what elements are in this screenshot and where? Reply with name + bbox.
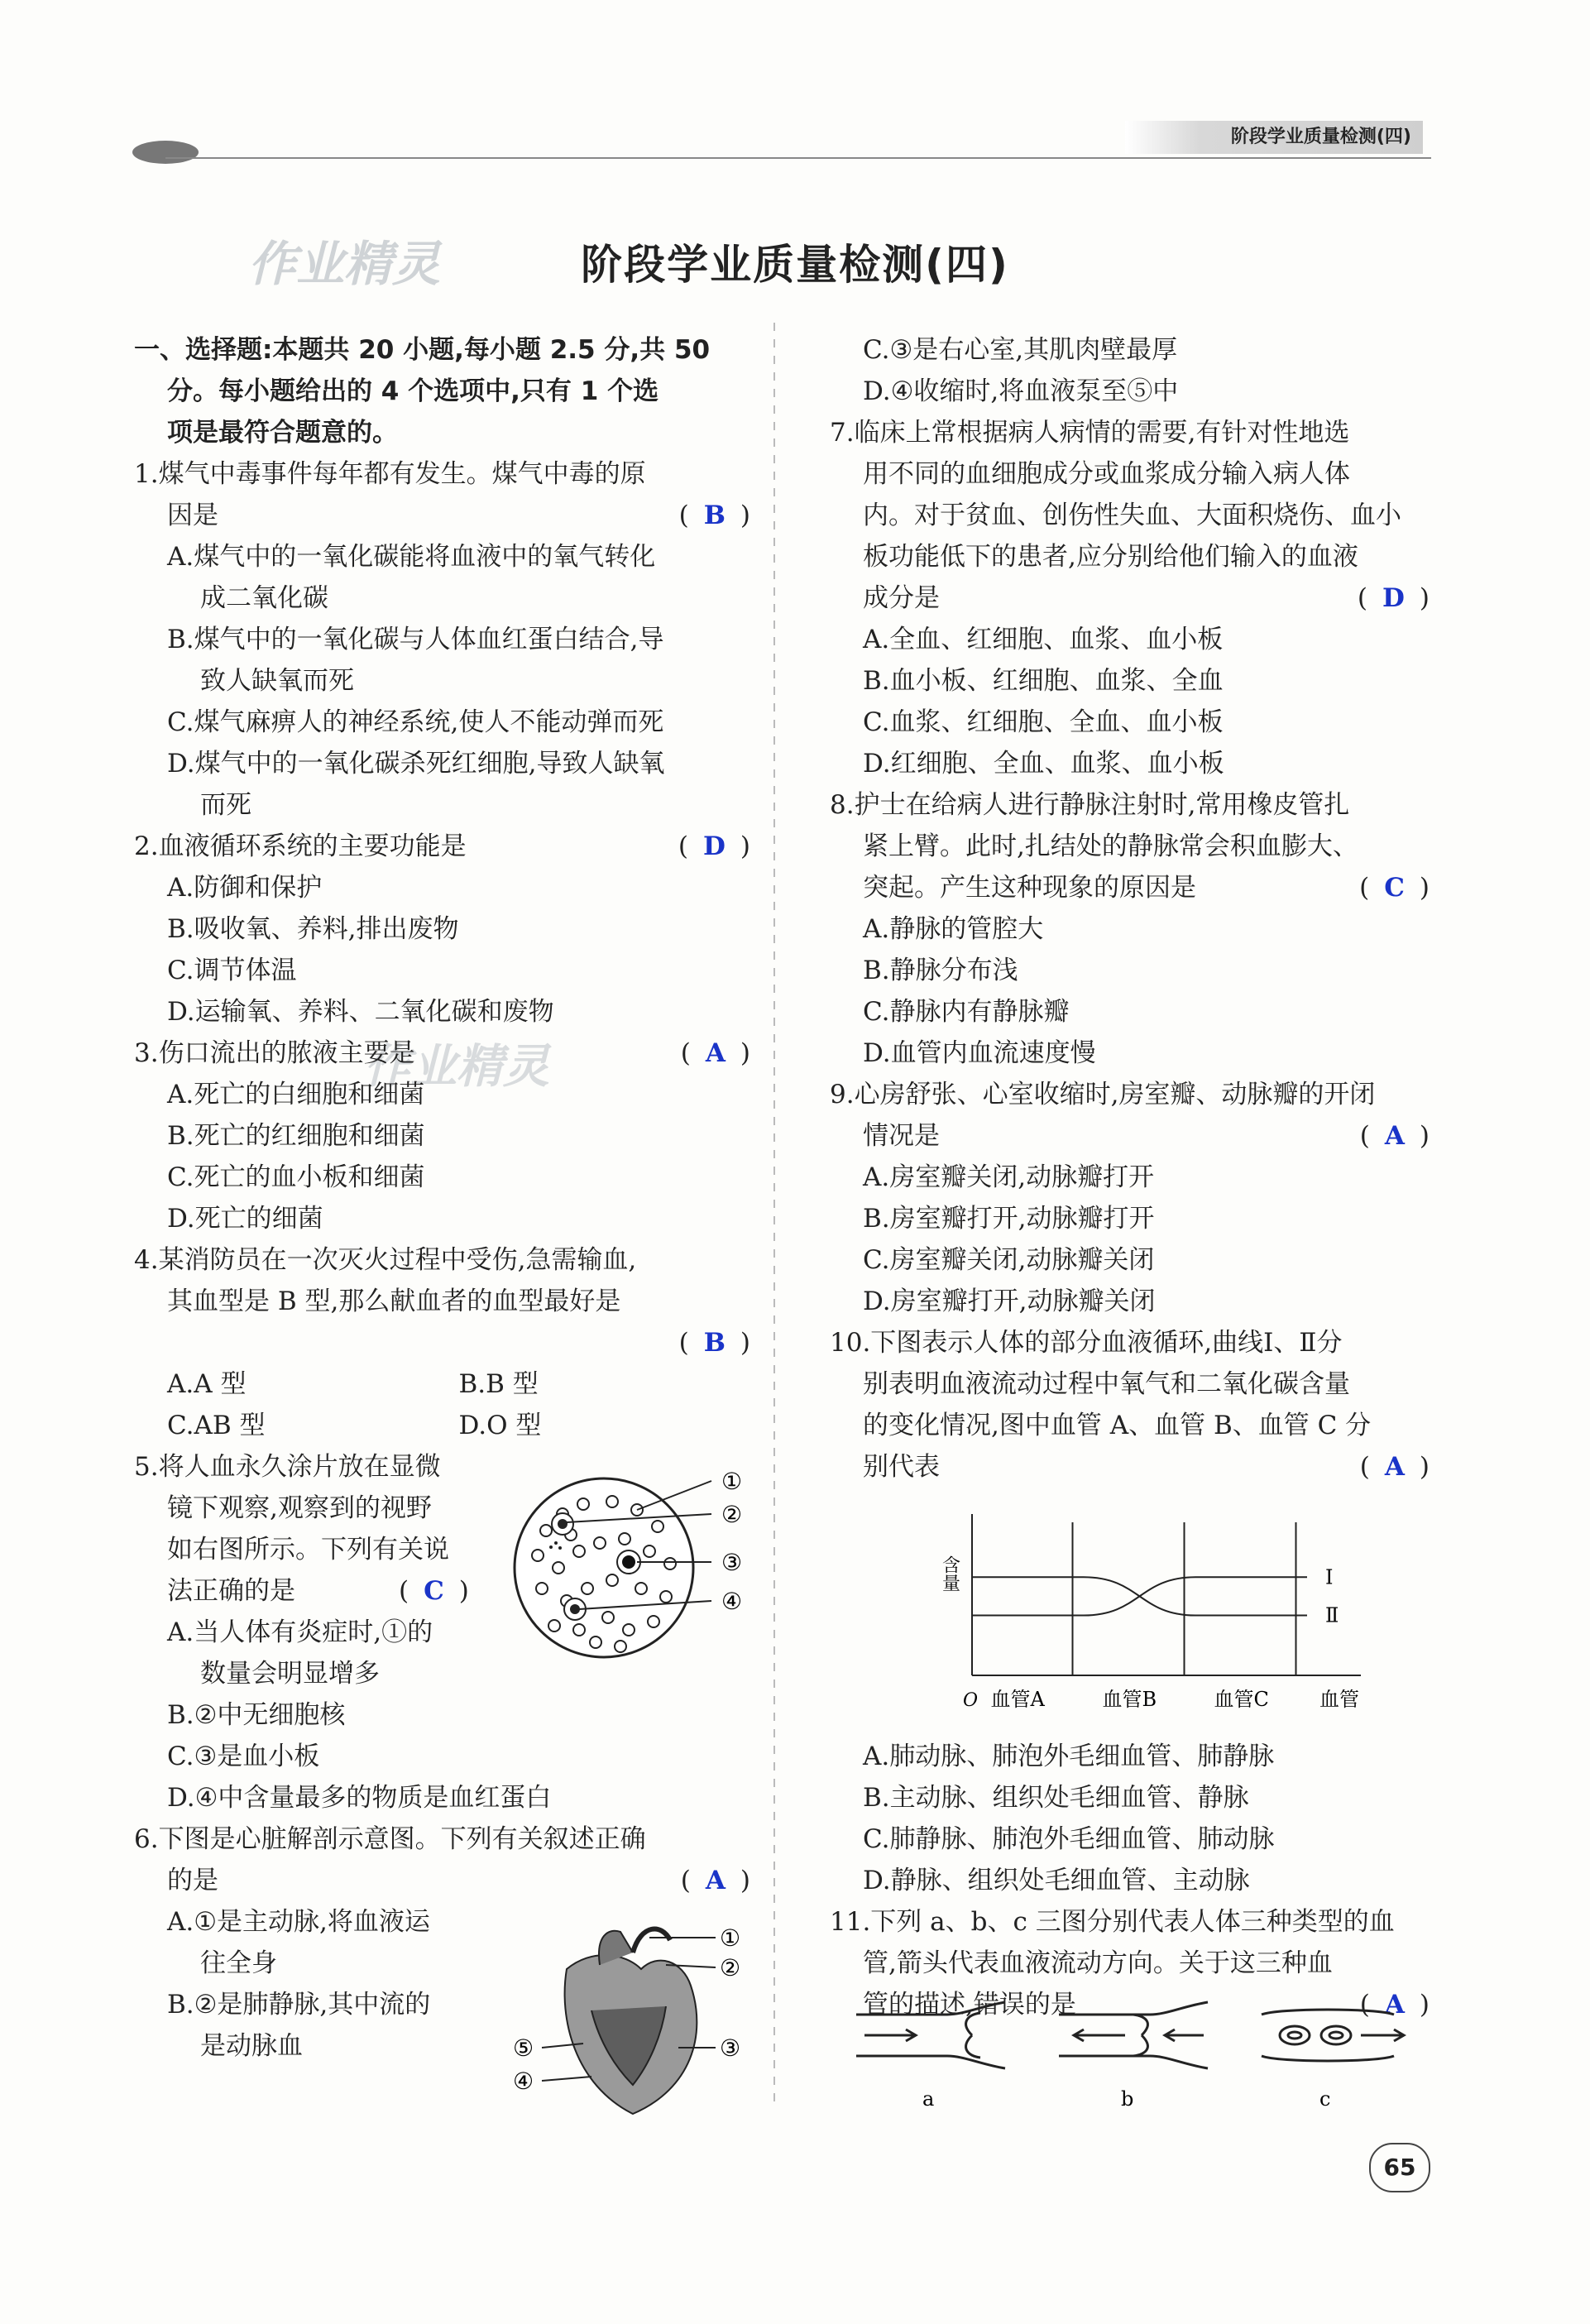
q4-answer: B — [703, 1328, 726, 1358]
q6-heart-figure — [509, 1919, 757, 2126]
q6-option-a: A.①是主动脉,将血液运 — [167, 1907, 430, 1937]
series-label-II: Ⅱ — [1325, 1603, 1339, 1627]
q8-option-d: D.血管内血流速度慢 — [863, 1038, 1096, 1068]
q9-option-b: B.房室瓣打开,动脉瓣打开 — [863, 1204, 1155, 1234]
q3-stem: 3.伤口流出的脓液主要是 ( A ) — [134, 1038, 750, 1068]
q5-blood-smear-figure — [505, 1464, 761, 1680]
q9-stem: 9.心房舒张、心室收缩时,房室瓣、动脉瓣的开闭 — [830, 1080, 1376, 1109]
q10-option-d: D.静脉、组织处毛细血管、主动脉 — [863, 1866, 1250, 1895]
q5-option-b: B.②中无细胞核 — [167, 1700, 346, 1730]
watermark-middle: 作业精灵 — [364, 1040, 549, 1094]
q4-option-d: D.O 型 — [458, 1411, 542, 1440]
q7-answer: D — [1382, 583, 1405, 613]
q9-answer: A — [1384, 1121, 1405, 1151]
q2-option-d: D.运输氧、养料、二氧化碳和废物 — [167, 997, 554, 1027]
vessel-c — [1262, 2010, 1404, 2061]
page-title: 阶段学业质量检测(四) — [581, 241, 1009, 289]
vessel-a — [856, 2002, 1005, 2068]
q5-stem: 5.将人血永久涂片放在显微 — [134, 1452, 441, 1482]
q4-option-a: A.A 型 — [167, 1369, 247, 1399]
q3-option-c: C.死亡的血小板和细菌 — [167, 1162, 425, 1192]
header-rule — [165, 157, 1431, 159]
q2-option-a: A.防御和保护 — [167, 873, 323, 903]
q11-answer: A — [1384, 1990, 1405, 2020]
q6-answer: A — [705, 1866, 726, 1895]
q11-label-a: a — [922, 2087, 935, 2111]
q4-option-b: B.B 型 — [458, 1369, 539, 1399]
right-column: C.③是右心室,其肌肉壁最厚 D.④收缩时,将血液泵至⑤中 7.临床上常根据病人病情的需要,有针对性地选 用不同的血细胞成分或血浆成分输入病人体 内。对于贫血、创伤性失血、大面积烧伤、血小 板功能低下的患者,应分别给他们输入的血液 成分是 ( D ) A.全血、红细胞、血浆、血小板 B.血小板、红细胞、血浆、全血 C.血浆、红细胞、全血、血小板 D.红细胞、全血、血浆、血小板 8.护士在给病人进行静脉注射时,常用橡皮管扎 紧上臂。此时,扎结处的静脉常会积血膨大、 突起。产生这种现象的原因是 ( C ) A.静脉的管腔大 B.静脉分布浅 C.静脉内有静脉瓣 D.血管内血流速度慢 9.心房舒张、心室收缩时,房室瓣、动脉瓣的开闭 情况是 ( A ) A.房室瓣关闭,动脉瓣打开 B.房室瓣打开,动脉瓣打开 C.房室瓣关闭,动脉瓣关闭 D.房室瓣打开,动脉瓣关闭 10.下图表示人体的部分血液循环,曲线Ⅰ、Ⅱ分 别表明血液流动过程中氧气和二氧化碳含量 的变化情况,图中血管 A、血管 B、血管 C 分 别代表 ( A ) A.肺动脉、肺泡外毛细血管、肺静脉 B.主动脉、组织处毛细血管、静脉 C.肺静脉、肺泡外毛细血管、肺动脉 D.静脉、组织处毛细血管、主动脉 11.下列 a、b、c 三图分别代表人体三种类型的血 管,箭头代表血液流动方向。关于这三种血 管的描述,错误的是 ( A ) — [830, 329, 1430, 2025]
q2-option-b: B.吸收氧、养料,排出废物 — [167, 914, 459, 944]
q10-option-b: B.主动脉、组织处毛细血管、静脉 — [863, 1783, 1249, 1813]
q6-option-c: C.③是右心室,其肌肉壁最厚 — [863, 335, 1178, 365]
x-tick-label-c: 血管C — [1214, 1688, 1269, 1711]
q10-stem: 10.下图表示人体的部分血液循环,曲线Ⅰ、Ⅱ分 — [830, 1328, 1343, 1358]
q10-blood-circulation-chart — [939, 1497, 1373, 1721]
q7-option-b: B.血小板、红细胞、血浆、全血 — [863, 666, 1224, 696]
q2-stem: 2.血液循环系统的主要功能是 ( D ) — [134, 831, 750, 861]
q9-option-a: A.房室瓣关闭,动脉瓣打开 — [863, 1162, 1155, 1192]
q6-label-3: ③ — [720, 2034, 741, 2062]
series-label-I: Ⅰ — [1325, 1565, 1334, 1589]
page-number: 65 — [1369, 2143, 1430, 2192]
q2-option-c: C.调节体温 — [167, 956, 297, 985]
section-heading: 一、选择题:本题共 20 小题,每小题 2.5 分,共 50 — [134, 335, 711, 365]
q3-option-b: B.死亡的红细胞和细菌 — [167, 1121, 425, 1151]
q8-stem: 8.护士在给病人进行静脉注射时,常用橡皮管扎 — [830, 790, 1350, 820]
series-line-II — [972, 1577, 1307, 1615]
left-column: 一、选择题:本题共 20 小题,每小题 2.5 分,共 50 分。每小题给出的 4 个选项中,只有 1 个选 项是最符合题意的。 1.煤气中毒事件每年都有发生。煤气中毒的原 因是 ( B ) A.煤气中的一氧化碳能将血液中的氧气转化 成二氧化碳 B.煤气中的一氧化碳与人体血红蛋白结合,导 致人缺氧而死 C.煤气麻痹人的神经系统,使人不能动弹而死 D.煤气中的一氧化碳杀死红细胞,导致人缺氧 而死 2.血液循环系统的主要功能是 ( D ) A.防御和保护 B.吸收氧、养料,排出废物 C.调节体温 D.运输氧、养料、二氧化碳和废物 3.伤口流出的脓液主要是 ( A ) A.死亡的白细胞和细菌 B.死亡的红细胞和细菌 C.死亡的血小板和细菌 D.死亡的细菌 4.某消防员在一次灭火过程中受伤,急需输血, 其血型是 B 型,那么献血者的血型最好是 ( B ) A.A 型 B.B 型 C.AB 型 D.O 型 5.将人血永久涂片放在显微 镜下观察,观察到的视野 如右图所示。下列有关说 法正确的是 ( C ) A.当人体有炎症时,①的 数量会明显增多 B.②中无细胞核 C.③是血小板 D.④中含量最多的物质是血红蛋白 6.下图是心脏解剖示意图。下列有关叙述正确 的是 ( A ) A.①是主动脉,将血液运 往全身 B.②是肺静脉,其中流的 是动脉血 — [134, 329, 750, 2067]
q10-answer: A — [1384, 1452, 1405, 1482]
watermark: 作业精灵 — [248, 236, 441, 292]
q7-option-d: D.红细胞、全血、血浆、血小板 — [863, 749, 1224, 779]
q6-label-1: ① — [720, 1924, 741, 1952]
q1-option-c: C.煤气麻痹人的神经系统,使人不能动弹而死 — [167, 707, 664, 737]
q9-option-d: D.房室瓣打开,动脉瓣关闭 — [863, 1287, 1156, 1316]
q11-label-b: b — [1121, 2087, 1134, 2111]
q3-option-d: D.死亡的细菌 — [167, 1204, 323, 1234]
y-axis-label: 含量 — [939, 1555, 960, 1592]
q5-label-3: ③ — [721, 1549, 743, 1576]
q6-label-2: ② — [720, 1954, 741, 1981]
q6-label-4: ④ — [513, 2068, 534, 2095]
q2-answer: D — [703, 831, 726, 861]
header-ornament — [132, 141, 199, 164]
q1-answer: B — [703, 501, 726, 530]
q1-option-d: D.煤气中的一氧化碳杀死红细胞,导致人缺氧 — [167, 749, 665, 779]
q5-option-c: C.③是血小板 — [167, 1742, 320, 1771]
q6-stem: 6.下图是心脏解剖示意图。下列有关叙述正确 — [134, 1824, 646, 1854]
q5-label-4: ④ — [721, 1588, 743, 1615]
q7-option-c: C.血浆、红细胞、全血、血小板 — [863, 707, 1224, 737]
q5-option-a: A.当人体有炎症时,①的 — [167, 1617, 433, 1647]
q5-answer: C — [424, 1576, 444, 1606]
x-axis-label: 血管 — [1319, 1688, 1359, 1711]
q6-option-d: D.④收缩时,将血液泵至⑤中 — [863, 376, 1179, 406]
q5-label-2: ② — [721, 1501, 743, 1528]
q1-option-a: A.煤气中的一氧化碳能将血液中的氧气转化 — [167, 542, 656, 572]
q6-option-b: B.②是肺静脉,其中流的 — [167, 1990, 431, 2020]
q7-stem: 7.临床上常根据病人病情的需要,有针对性地选 — [830, 418, 1350, 448]
q1-option-b: B.煤气中的一氧化碳与人体血红蛋白结合,导 — [167, 625, 664, 654]
q8-option-a: A.静脉的管腔大 — [863, 914, 1044, 944]
column-divider — [773, 323, 775, 2110]
q3-option-a: A.死亡的白细胞和细菌 — [167, 1080, 425, 1109]
q5-label-1: ① — [721, 1468, 743, 1495]
origin-label: O — [963, 1690, 979, 1711]
q3-answer: A — [705, 1038, 726, 1068]
q8-option-c: C.静脉内有静脉瓣 — [863, 997, 1070, 1027]
x-tick-label-b: 血管B — [1102, 1688, 1157, 1711]
q5-option-d: D.④中含量最多的物质是血红蛋白 — [167, 1783, 552, 1813]
q8-option-b: B.静脉分布浅 — [863, 956, 1018, 985]
q9-option-c: C.房室瓣关闭,动脉瓣关闭 — [863, 1245, 1155, 1275]
q11-label-c: c — [1319, 2087, 1331, 2111]
running-title: 阶段学业质量检测(四) — [1125, 121, 1423, 154]
q10-option-a: A.肺动脉、肺泡外毛细血管、肺静脉 — [863, 1742, 1275, 1771]
q6-label-5: ⑤ — [513, 2034, 534, 2062]
q7-option-a: A.全血、红细胞、血浆、血小板 — [863, 625, 1224, 654]
q4-option-c: C.AB 型 — [167, 1411, 266, 1440]
q1-stem: 1.煤气中毒事件每年都有发生。煤气中毒的原 — [134, 459, 646, 489]
q4-stem: 4.某消防员在一次灭火过程中受伤,急需输血, — [134, 1245, 637, 1275]
vessel-b — [1059, 2002, 1208, 2068]
q10-option-c: C.肺静脉、肺泡外毛细血管、肺动脉 — [863, 1824, 1275, 1854]
x-tick-label-a: 血管A — [990, 1688, 1045, 1711]
q11-stem: 11.下列 a、b、c 三图分别代表人体三种类型的血 — [830, 1907, 1395, 1937]
q11-vessel-figures — [848, 1998, 1427, 2130]
q8-answer: C — [1384, 873, 1405, 903]
